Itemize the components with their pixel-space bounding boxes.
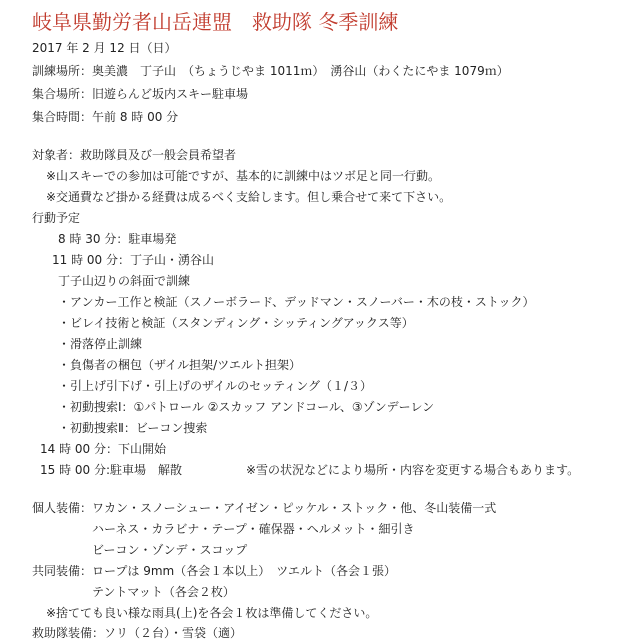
meeting-place: 集合場所：旧遊らんど坂内スキー駐車場 — [32, 87, 249, 101]
training-item: ・負傷者の梱包（ザイル担架/ツエルト担架） — [58, 358, 301, 372]
training-item: ・引上げ引下げ・引上げのザイルのセッティング（１/３） — [58, 379, 373, 393]
meeting-time: 集合時間：午前 8 時 00 分 — [32, 110, 179, 124]
training-item: ・滑落停止訓練 — [58, 337, 143, 351]
event-date: 2017 年 2 月 12 日（日） — [32, 41, 177, 55]
training-item: ・ビレイ技術と検証（スタンディング・シッティングアックス等） — [58, 316, 414, 330]
training-intro: 丁子山辺りの斜面で訓練 — [58, 274, 191, 288]
rescue-equipment: 救助隊装備：ソリ（２台）・雪袋（適） — [32, 626, 243, 640]
rain-gear-note: ※捨てても良い様な雨具(上)を各会１枚は準備してください。 — [46, 606, 378, 620]
page-title: 岐阜県勤労者山岳連盟 救助隊 冬季訓練 — [32, 10, 399, 34]
schedule-item: 11 時 00 分：丁子山・湧谷山 — [52, 253, 214, 267]
target-participants: 対象者：救助隊員及び一般会員希望者 — [32, 148, 237, 162]
training-item: ・初動捜索Ⅰ：①パトロール ②スカッフ アンドコール、③ゾンデーレン — [58, 400, 435, 414]
shared-equipment-2: テントマット（各会２枚） — [92, 585, 235, 599]
schedule-item: 14 時 00 分：下山開始 — [40, 442, 166, 456]
personal-equipment: 個人装備：ワカン・スノーシュー・アイゼン・ピッケル・ストック・他、冬山装備一式 — [32, 501, 497, 515]
schedule-heading: 行動予定 — [32, 211, 81, 225]
note-expenses: ※交通費など掛かる経費は成るべく支給します。但し乗合せて来て下さい。 — [46, 190, 452, 204]
shared-equipment: 共同装備：ロープは 9mm（各会１本以上） ツエルト（各会１張） — [32, 564, 396, 578]
schedule-note: ※雪の状況などにより場所・内容を変更する場合もあります。 — [246, 463, 580, 477]
schedule-item: 8 時 30 分：駐車場発 — [58, 232, 177, 246]
schedule-item: 15 時 00 分:駐車場 解散 — [40, 463, 183, 477]
note-ski: ※山スキーでの参加は可能ですが、基本的に訓練中はツボ足と同一行動。 — [46, 169, 441, 183]
training-item: ・アンカー工作と検証（スノーボラード、デッドマン・スノーバー・木の枝・ストック） — [58, 295, 535, 309]
training-item: ・初動捜索Ⅱ：ビーコン捜索 — [58, 421, 208, 435]
training-location: 訓練場所：奥美濃 丁子山 （ちょうじやま 1011ｍ） 湧谷山（わくたにやま 1079ｍ） — [32, 64, 509, 78]
personal-equipment-3: ビーコン・ゾンデ・スコップ — [92, 543, 248, 557]
personal-equipment-2: ハーネス・カラビナ・テープ・確保器・ヘルメット・細引き — [92, 522, 415, 536]
